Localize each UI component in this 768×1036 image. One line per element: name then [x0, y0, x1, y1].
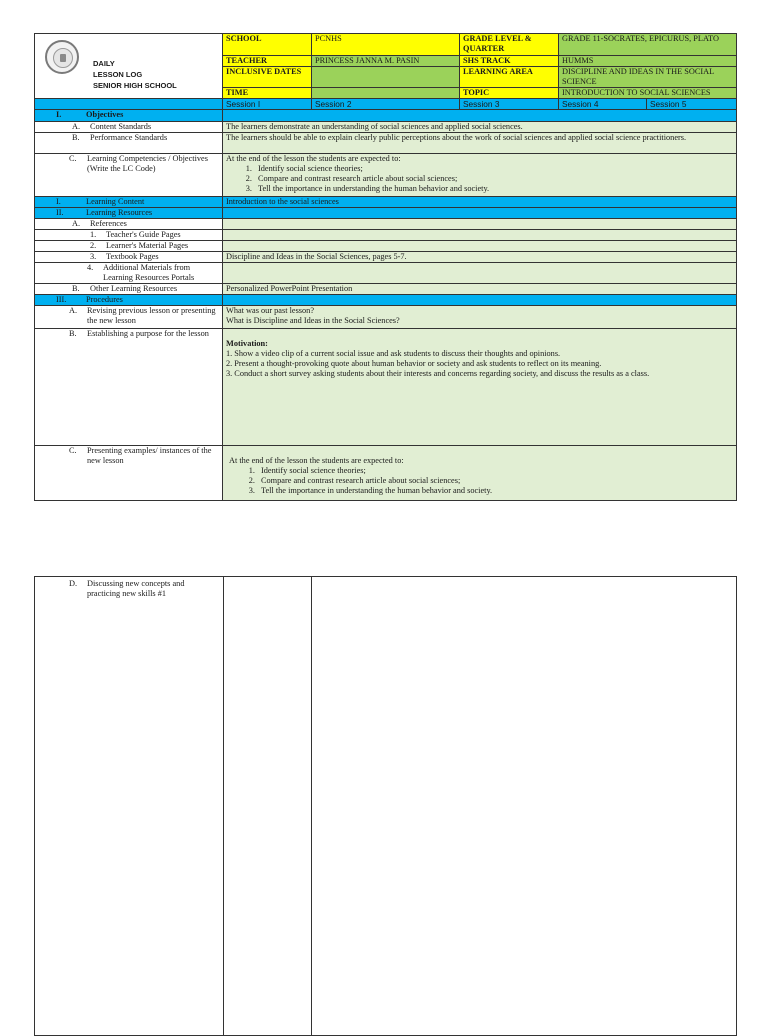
area-label: LEARNING AREA: [460, 67, 559, 88]
dates-value: [312, 67, 460, 88]
grade-value: GRADE 11-SOCRATES, EPICURUS, PLATO: [559, 34, 737, 56]
procedure-a-label: A. Revising previous lesson or presenting the new lesson: [35, 306, 223, 329]
topic-value: INTRODUCTION TO SOCIAL SCIENCES: [559, 88, 737, 99]
performance-standards-label: B. Performance Standards: [35, 133, 223, 154]
lesson-log-page-1: [34, 33, 736, 508]
area-value: DISCIPLINE AND IDEAS IN THE SOCIAL SCIENCE: [559, 67, 737, 88]
procedure-c-label: C. Presenting examples/ instances of the new lesson: [35, 446, 223, 501]
learning-content-label: I. Learning Content: [35, 197, 223, 208]
competencies-value: At the end of the lesson the students are expected to: 1. Identify social science theories; 2. Compare and contrast research article about social sciences; 3. Tell the importance in understanding the human behavior and society.: [223, 154, 737, 197]
time-value: [312, 88, 460, 99]
topic-label: TOPIC: [460, 88, 559, 99]
other-resources-value: Personalized PowerPoint Presentation: [223, 284, 737, 295]
track-label: SHS TRACK: [460, 56, 559, 67]
content-standards-value: The learners demonstrate an understanding of social sciences and applied social sciences.: [223, 122, 737, 133]
resource-item-3: 3. Textbook Pages: [35, 252, 223, 263]
lesson-log-page-2: [34, 576, 737, 1036]
session-1: Session I: [223, 99, 312, 110]
procedures-label: III. Procedures: [35, 295, 223, 306]
procedure-d-label: D. Discussing new concepts and practicing new skills #1: [69, 579, 185, 598]
learning-content-value: Introduction to the social sciences: [223, 197, 737, 208]
dates-label: INCLUSIVE DATES: [223, 67, 312, 88]
session-4: Session 4: [559, 99, 647, 110]
textbook-pages-value: Discipline and Ideas in the Social Sciences, pages 5-7.: [223, 252, 737, 263]
procedure-b-value: Motivation: 1. Show a video clip of a current social issue and ask students to discuss their thoughts and opinions. 2. Present a thought-provoking quote about human behavior or society and ask students to reflect on its meaning. 3. Conduct a short survey asking students about their interests and concerns regarding society, and discuss the results as a class.: [223, 329, 737, 446]
procedure-a-value: What was our past lesson? What is Discipline and Ideas in the Social Sciences?: [223, 306, 737, 329]
teacher-label: TEACHER: [223, 56, 312, 67]
procedure-c-value: At the end of the lesson the students are expected to: 1. Identify social science theories; 2. Compare and contrast research article about social sciences; 3. Tell the importance in understanding the human behavior and society.: [223, 446, 737, 501]
competencies-list: 1. Identify social science theories; 2. Compare and contrast research article about social sciences; 3. Tell the importance in understanding the human behavior and society.: [226, 164, 733, 194]
procedure-c-list: 1. Identify social science theories; 2. Compare and contrast research article about social sciences; 3. Tell the importance in understanding the human behavior and society.: [229, 466, 733, 496]
dll-table: [34, 33, 737, 501]
objectives-heading: I. Objectives: [35, 110, 223, 122]
teacher-value: PRINCESS JANNA M. PASIN: [312, 56, 460, 67]
deped-seal-icon: [45, 40, 79, 74]
school-label: SCHOOL: [223, 34, 312, 56]
references-label: A. References: [35, 219, 223, 230]
learning-resources-label: II. Learning Resources: [35, 208, 223, 219]
header-logo-cell: [35, 34, 223, 99]
resource-item-4: 4. Additional Materials from Learning Resources Portals: [35, 263, 223, 284]
session-row-spacer: [35, 99, 223, 110]
resource-item-2: 2. Learner's Material Pages: [35, 241, 223, 252]
content-standards-label: A. Content Standards: [35, 122, 223, 133]
session-3: Session 3: [460, 99, 559, 110]
dll-title: DAILY LESSON LOG SENIOR HIGH SCHOOL: [93, 59, 177, 90]
other-resources-label: B. Other Learning Resources: [35, 284, 223, 295]
grade-label: GRADE LEVEL & QUARTER: [460, 34, 559, 56]
track-value: HUMMS: [559, 56, 737, 67]
session-5: Session 5: [647, 99, 737, 110]
performance-standards-value: The learners should be able to explain clearly public perceptions about the work of social sciences and applied social science practitioners.: [223, 133, 737, 154]
session-2: Session 2: [312, 99, 460, 110]
school-value: PCNHS: [312, 34, 460, 56]
time-label: TIME: [223, 88, 312, 99]
competencies-label: C. Learning Competencies / Objectives (Write the LC Code): [35, 154, 223, 197]
procedure-b-label: B. Establishing a purpose for the lesson: [35, 329, 223, 446]
resource-item-1: 1. Teacher's Guide Pages: [35, 230, 223, 241]
